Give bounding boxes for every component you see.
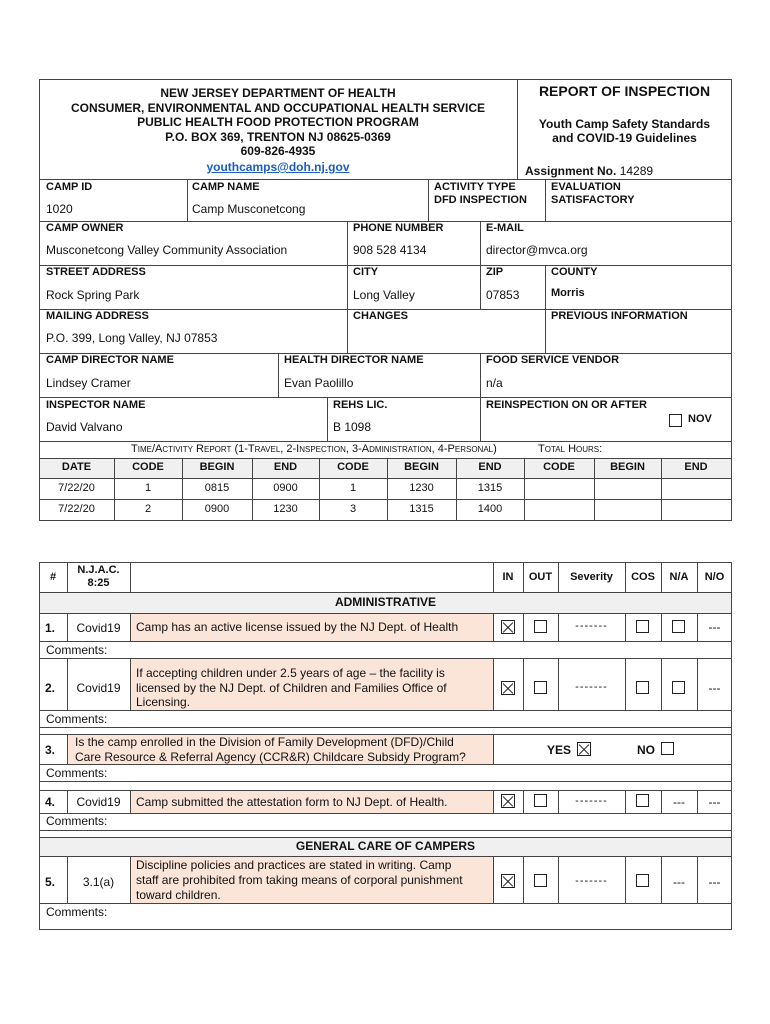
county-value: Morris	[551, 287, 585, 299]
changes-label: CHANGES	[353, 310, 409, 322]
zip-value: 07853	[486, 288, 520, 302]
phone-value: 908 528 4134	[353, 243, 427, 257]
item-3-yes-label: YES	[547, 743, 572, 757]
city-label: CITY	[353, 266, 379, 278]
report-subtitle-2: and COVID-19 Guidelines	[552, 131, 697, 145]
mailing-address-label: MAILING ADDRESS	[46, 310, 149, 322]
evaluation-value: SATISFACTORY	[551, 194, 635, 206]
comments-label: Comments:	[46, 766, 108, 780]
time-header-end-3: END	[684, 461, 708, 473]
time-cell: 7/22/20	[58, 482, 95, 494]
checklist-header-no: N/O	[704, 571, 725, 583]
email-value: director@mvca.org	[486, 243, 588, 257]
comments-label: Comments:	[46, 712, 108, 726]
item-1-na-checkbox[interactable]	[672, 620, 685, 633]
time-cell: 1230	[273, 503, 298, 515]
item-2-cos-checkbox[interactable]	[636, 681, 649, 694]
item-4-in-checkbox[interactable]	[501, 794, 515, 808]
item-no-value: ---	[708, 620, 721, 634]
time-cell: 1400	[477, 503, 503, 515]
time-cell: 1315	[409, 503, 434, 515]
time-header-begin-3: BEGIN	[610, 461, 645, 473]
item-2-in-checkbox[interactable]	[501, 681, 515, 695]
time-header-code-1: CODE	[132, 461, 164, 473]
section-title-general-care: GENERAL CARE OF CAMPERS	[295, 839, 476, 853]
item-text-line: Discipline policies and practices are stated in writing. Camp	[136, 858, 452, 872]
item-no-value: ---	[708, 681, 721, 695]
time-header-end-2: END	[478, 461, 502, 473]
item-no-value: ---	[708, 875, 721, 889]
report-title: REPORT OF INSPECTION	[538, 83, 711, 99]
item-5-out-checkbox[interactable]	[534, 874, 547, 887]
item-text-line: staff are prohibited from taking means of corporal punishment	[136, 873, 463, 887]
camp-id-value: 1020	[46, 202, 73, 216]
phone-label: PHONE NUMBER	[353, 222, 444, 234]
time-header-code-3: CODE	[543, 461, 575, 473]
time-activity-title: Time/Activity Report (1-Travel, 2-Inspection, 3-Administration, 4-Personal)	[131, 443, 497, 455]
item-severity: -------	[575, 795, 608, 807]
time-cell: 0815	[204, 482, 230, 494]
time-cell: 2	[144, 503, 152, 515]
item-4-cos-checkbox[interactable]	[636, 794, 649, 807]
item-5-in-checkbox[interactable]	[501, 874, 515, 888]
camp-name-label: CAMP NAME	[192, 181, 260, 193]
agency-line-1: NEW JERSEY DEPARTMENT OF HEALTH	[160, 86, 396, 100]
camp-id-label: CAMP ID	[46, 181, 93, 193]
item-1-in-checkbox[interactable]	[501, 620, 515, 634]
time-cell: 0900	[273, 482, 298, 494]
time-cell: 3	[349, 503, 357, 515]
item-3-yes-checkbox[interactable]	[577, 742, 591, 756]
checklist-header-in: IN	[502, 571, 514, 583]
time-cell: 0900	[204, 503, 230, 515]
time-cell: 1230	[409, 482, 434, 494]
city-value: Long Valley	[353, 288, 415, 302]
time-cell: 1	[144, 482, 152, 494]
item-text-line: toward children.	[136, 888, 221, 902]
item-1-out-checkbox[interactable]	[534, 620, 547, 633]
item-code: Covid19	[76, 621, 121, 635]
time-header-date: DATE	[61, 461, 92, 473]
item-severity: -------	[575, 620, 608, 632]
inspector-value: David Valvano	[46, 420, 123, 434]
report-subtitle-1: Youth Camp Safety Standards	[538, 117, 711, 131]
time-cell: 1	[349, 482, 357, 494]
inspector-label: INSPECTOR NAME	[46, 399, 146, 411]
nov-label: NOV	[688, 413, 712, 425]
checklist-header-njac: N.J.A.C.	[77, 564, 120, 576]
time-cell: 1315	[477, 482, 503, 494]
item-no-value: ---	[708, 795, 721, 809]
item-text-line: If accepting children under 2.5 years of age – the facility is	[136, 666, 445, 680]
time-cell: 7/22/20	[58, 503, 95, 515]
agency-line-3: PUBLIC HEALTH FOOD PROTECTION PROGRAM	[137, 115, 419, 129]
county-label: COUNTY	[551, 266, 598, 278]
camp-name-value: Camp Musconetcong	[192, 202, 306, 216]
item-text-line: Licensing.	[136, 695, 191, 709]
item-number: 1.	[45, 621, 56, 635]
item-2-na-checkbox[interactable]	[672, 681, 685, 694]
item-1-cos-checkbox[interactable]	[636, 620, 649, 633]
section-title-administrative: ADMINISTRATIVE	[334, 595, 437, 609]
item-code: 3.1(a)	[82, 875, 115, 889]
item-number: 4.	[45, 795, 56, 809]
comments-label: Comments:	[46, 905, 108, 919]
nov-checkbox[interactable]	[669, 414, 682, 427]
item-severity: -------	[575, 875, 608, 887]
time-header-begin-2: BEGIN	[404, 461, 439, 473]
item-number: 2.	[45, 681, 56, 695]
evaluation-label: EVALUATION	[551, 181, 621, 193]
agency-line-2: CONSUMER, ENVIRONMENTAL AND OCCUPATIONAL HEALTH SERVICE	[70, 100, 486, 115]
activity-type-value: DFD INSPECTION	[434, 194, 527, 206]
item-3-no-checkbox[interactable]	[661, 742, 674, 755]
item-4-out-checkbox[interactable]	[534, 794, 547, 807]
assignment-value: 14289	[619, 164, 654, 178]
comments-label: Comments:	[46, 814, 108, 828]
reinspection-label: REINSPECTION ON OR AFTER	[486, 399, 647, 411]
health-director-label: HEALTH DIRECTOR NAME	[284, 354, 424, 366]
item-text-line: licensed by the NJ Dept. of Children and Families Office of	[136, 680, 447, 695]
camp-owner-label: CAMP OWNER	[46, 222, 124, 234]
comments-label: Comments:	[46, 643, 108, 657]
item-text-line: Care Resource & Referral Agency (CCR&R) Childcare Subsidy Program?	[75, 749, 466, 764]
item-text: Camp submitted the attestation form to NJ Dept. of Health.	[136, 795, 448, 809]
rehs-label: REHS LIC.	[333, 399, 388, 411]
item-3-no-label: NO	[637, 743, 655, 757]
previous-information-label: PREVIOUS INFORMATION	[551, 310, 688, 322]
food-vendor-value: n/a	[486, 376, 503, 390]
activity-type-label: ACTIVITY TYPE	[434, 181, 516, 193]
street-value: Rock Spring Park	[46, 288, 140, 302]
agency-line-5: 609-826-4935	[240, 144, 316, 158]
checklist-header-severity: Severity	[570, 571, 613, 583]
email-label: E-MAIL	[486, 222, 524, 234]
checklist-header-cos: COS	[631, 571, 655, 583]
checklist-header-na: N/A	[669, 571, 689, 583]
zip-label: ZIP	[486, 266, 504, 278]
health-director-value: Evan Paolillo	[284, 376, 354, 390]
time-header-end-1: END	[273, 461, 298, 473]
item-na-value: ---	[673, 875, 685, 889]
time-header-code-2: CODE	[337, 461, 369, 473]
item-5-cos-checkbox[interactable]	[636, 874, 649, 887]
checklist-header-njac-section: 8:25	[87, 577, 110, 589]
total-hours-label: Total Hours:	[538, 443, 603, 455]
item-na-value: ---	[673, 795, 685, 809]
assignment-label: Assignment No.	[525, 164, 617, 178]
checklist-header-out: OUT	[528, 571, 553, 583]
food-vendor-label: FOOD SERVICE VENDOR	[486, 354, 620, 366]
camp-director-value: Lindsey Cramer	[46, 376, 131, 390]
item-number: 3.	[45, 743, 56, 757]
time-header-begin-1: BEGIN	[199, 461, 235, 473]
mailing-address-value: P.O. 399, Long Valley, NJ 07853	[46, 331, 218, 345]
agency-line-4: P.O. BOX 369, TRENTON NJ 08625-0369	[165, 129, 391, 144]
item-severity: -------	[575, 681, 608, 693]
camp-director-label: CAMP DIRECTOR NAME	[46, 354, 174, 366]
item-code: Covid19	[76, 795, 121, 809]
checklist-header-number: #	[49, 571, 57, 583]
camp-owner-value: Musconetcong Valley Community Association	[46, 243, 288, 257]
agency-email-link[interactable]: youthcamps@doh.nj.gov	[206, 160, 350, 174]
rehs-value: B 1098	[333, 420, 372, 434]
item-code: Covid19	[76, 681, 121, 695]
assignment-number	[525, 164, 653, 178]
item-text: Camp has an active license issued by the NJ Dept. of Health	[136, 620, 459, 634]
item-2-out-checkbox[interactable]	[534, 681, 547, 694]
item-text-line: Is the camp enrolled in the Division of Family Development (DFD)/Child	[75, 735, 454, 749]
item-number: 5.	[45, 875, 56, 889]
street-label: STREET ADDRESS	[46, 266, 146, 278]
